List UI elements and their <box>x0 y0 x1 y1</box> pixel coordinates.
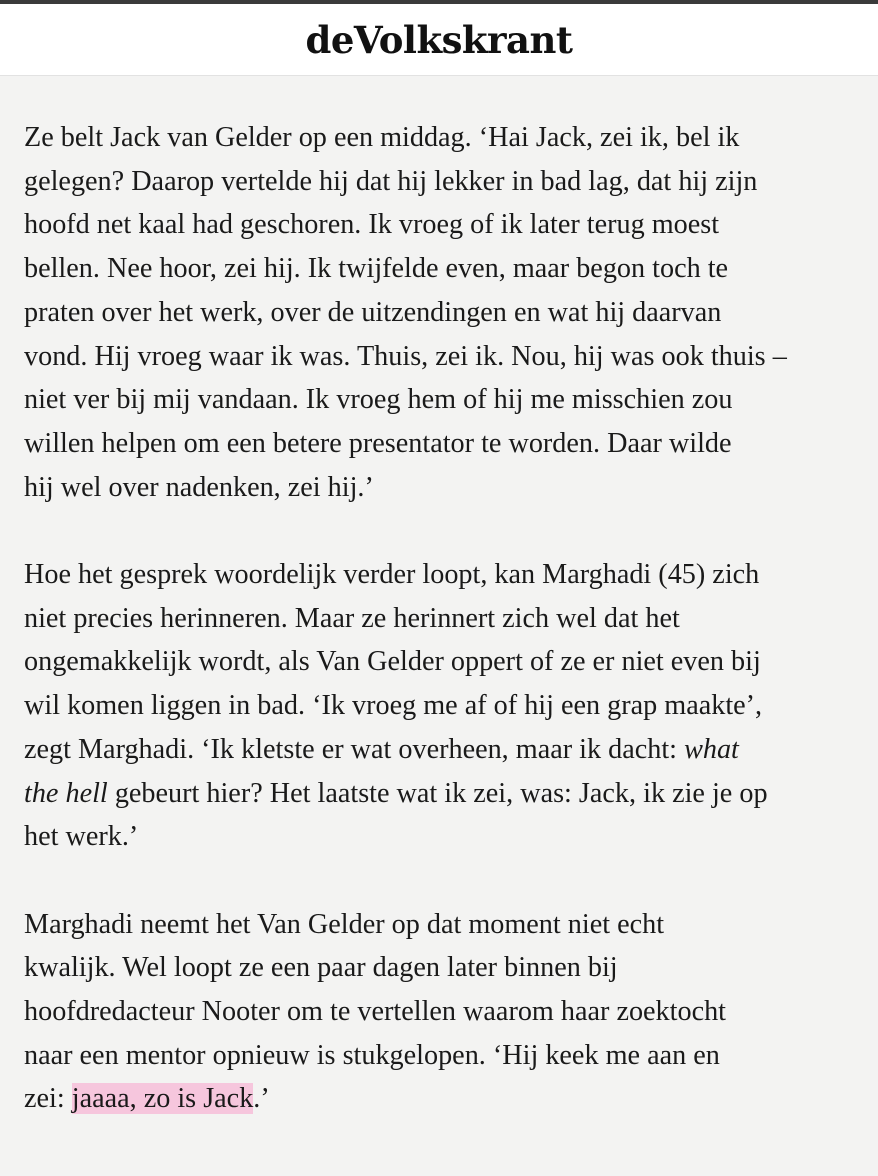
paragraph-line: ongemakkelijk wordt, als Van Gelder oppert of ze er niet even bij <box>24 646 761 678</box>
paragraph-line: gebeurt hier? Het laatste wat ik zei, was: Jack, ik zie je op <box>107 777 768 809</box>
italic-phrase: what <box>684 733 739 765</box>
paragraph-line: .’ <box>253 1083 270 1115</box>
article-body <box>0 76 854 1121</box>
paragraph-line: gelegen? Daarop vertelde hij dat hij lekker in bad lag, dat hij zijn <box>24 165 758 197</box>
paragraph-line: praten over het werk, over de uitzendingen en wat hij daarvan <box>24 296 722 328</box>
article-paragraph-2 <box>24 553 854 859</box>
italic-phrase: the hell <box>24 777 108 809</box>
paragraph-line: het werk.’ <box>24 821 139 853</box>
article-paragraph-1 <box>24 116 854 509</box>
paragraph-line: niet ver bij mij vandaan. Ik vroeg hem of hij me misschien zou <box>24 384 733 416</box>
paragraph-line: niet precies herinneren. Maar ze herinnert zich wel dat het <box>24 602 680 634</box>
paragraph-line: kwalijk. Wel loopt ze een paar dagen later binnen bij <box>24 952 618 984</box>
paragraph-line: zegt Marghadi. ‘Ik kletste er wat overheen, maar ik dacht: <box>24 733 685 765</box>
site-header <box>0 4 878 76</box>
paragraph-line: Hoe het gesprek woordelijk verder loopt, kan Marghadi (45) zich <box>24 559 760 591</box>
paragraph-line: wil komen liggen in bad. ‘Ik vroeg me af of hij een grap maakte’, <box>24 690 763 722</box>
paragraph-line: hoofdredacteur Nooter om te vertellen waarom haar zoektocht <box>24 996 727 1028</box>
site-logo[interactable]: deVolkskrant <box>305 17 573 62</box>
paragraph-line: vond. Hij vroeg waar ik was. Thuis, zei ik. Nou, hij was ook thuis – <box>24 340 787 372</box>
paragraph-line: hij wel over nadenken, zei hij.’ <box>24 471 374 503</box>
paragraph-line: willen helpen om een betere presentator te worden. Daar wilde <box>24 427 732 459</box>
paragraph-line: naar een mentor opnieuw is stukgelopen. ‘Hij keek me aan en <box>24 1039 720 1071</box>
paragraph-line: Marghadi neemt het Van Gelder op dat moment niet echt <box>24 908 665 940</box>
paragraph-line: hoofd net kaal had geschoren. Ik vroeg of ik later terug moest <box>24 209 720 241</box>
article-paragraph-3 <box>24 903 854 1122</box>
paragraph-line: zei: <box>24 1083 72 1115</box>
paragraph-line: Ze belt Jack van Gelder op een middag. ‘Hai Jack, zei ik, bel ik <box>24 122 740 153</box>
paragraph-line: bellen. Nee hoor, zei hij. Ik twijfelde even, maar begon toch te <box>24 253 729 285</box>
highlighted-quote[interactable]: jaaaa, zo is Jack <box>71 1083 254 1115</box>
